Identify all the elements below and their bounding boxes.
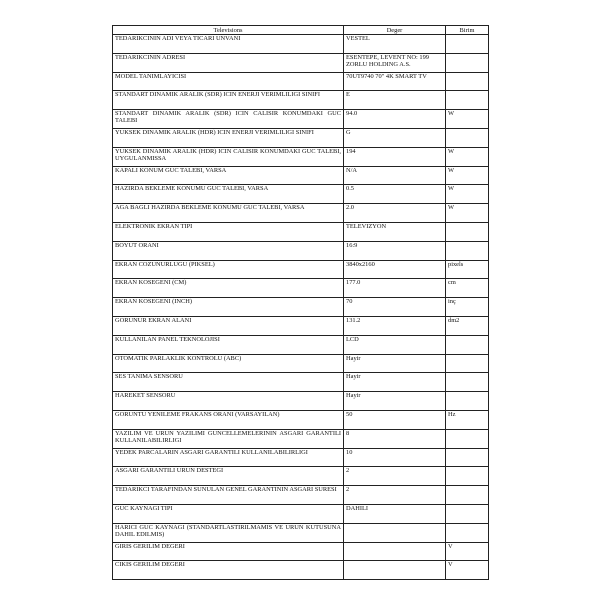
row-label: CIKIS GERILIM DEGERI bbox=[113, 561, 344, 580]
row-label: HAZIRDA BEKLEME KONUMU GUC TALEBI, VARSA bbox=[113, 185, 344, 204]
table-row bbox=[113, 298, 489, 317]
row-label: STANDART DINAMIK ARALIK (SDR) ICIN CALISIR KONUMDAKI GUC TALEBI bbox=[113, 110, 344, 129]
row-label: SES TANIMA SENSORU bbox=[113, 373, 344, 392]
table-row bbox=[113, 147, 489, 166]
row-unit bbox=[446, 448, 489, 467]
row-label: GUC KAYNAGI TIPI bbox=[113, 504, 344, 523]
row-label: OTOMATIK PARLAKLIK KONTROLU (ABC) bbox=[113, 354, 344, 373]
row-unit bbox=[446, 91, 489, 110]
row-label: STANDART DINAMIK ARALIK (SDR) ICIN ENERJI VERIMLILIGI SINIFI bbox=[113, 91, 344, 110]
row-value: LCD bbox=[344, 335, 446, 354]
table-body bbox=[113, 35, 489, 580]
row-label: HARICI GUC KAYNAGI (STANDARTLASTIRILMAMIS VE URUN KUTUSUNA DAHIL EDILMIS) bbox=[113, 523, 344, 542]
row-unit: W bbox=[446, 185, 489, 204]
header-value: Deger bbox=[344, 26, 446, 35]
row-value: 194 bbox=[344, 147, 446, 166]
row-label: YUKSEK DINAMIK ARALIK (HDR) ICIN ENERJI VERIMLILIGI SINIFI bbox=[113, 128, 344, 147]
row-unit bbox=[446, 429, 489, 448]
table-row bbox=[113, 486, 489, 505]
table-row bbox=[113, 542, 489, 561]
row-label: EKRAN COZUNURLUGU (PIKSEL) bbox=[113, 260, 344, 279]
row-unit: pixels bbox=[446, 260, 489, 279]
row-unit bbox=[446, 222, 489, 241]
table-row bbox=[113, 373, 489, 392]
table-row bbox=[113, 128, 489, 147]
row-value: 2 bbox=[344, 467, 446, 486]
energy-spec-table bbox=[112, 25, 489, 580]
row-unit bbox=[446, 335, 489, 354]
row-value: 70 bbox=[344, 298, 446, 317]
row-unit: dm2 bbox=[446, 316, 489, 335]
row-label: HAREKET SENSORU bbox=[113, 392, 344, 411]
table-row bbox=[113, 260, 489, 279]
row-label: YUKSEK DINAMIK ARALIK (HDR) ICIN CALISIR KONUMDAKI GUC TALEBI, UYGULANMISSA bbox=[113, 147, 344, 166]
table-row bbox=[113, 448, 489, 467]
table-row bbox=[113, 222, 489, 241]
table-row bbox=[113, 429, 489, 448]
row-label: GIRIS GERILIM DEGERI bbox=[113, 542, 344, 561]
table-row bbox=[113, 35, 489, 54]
row-label: YEDEK PARCALARIN ASGARI GARANTILI KULLANILABILIRLIGI bbox=[113, 448, 344, 467]
table-row bbox=[113, 523, 489, 542]
table-row bbox=[113, 392, 489, 411]
row-value: 2 bbox=[344, 486, 446, 505]
row-label: AGA BAGLI HAZIRDA BEKLEME KONUMU GUC TALEBI, VARSA bbox=[113, 204, 344, 223]
row-label: YAZILIM VE URUN YAZILIMI GUNCELLEMELERININ ASGARI GARANTILI KULLANILABILIRLIGI bbox=[113, 429, 344, 448]
row-label: ELEKTRONIK EKRAN TIPI bbox=[113, 222, 344, 241]
row-value: N/A bbox=[344, 166, 446, 185]
row-unit: W bbox=[446, 147, 489, 166]
table-row bbox=[113, 279, 489, 298]
row-unit bbox=[446, 486, 489, 505]
row-value: 94.0 bbox=[344, 110, 446, 129]
table-row bbox=[113, 335, 489, 354]
row-value: 3840x2160 bbox=[344, 260, 446, 279]
row-label: GORUNUR EKRAN ALANI bbox=[113, 316, 344, 335]
row-value: 70UT9740 70" 4K SMART TV bbox=[344, 72, 446, 91]
table-row bbox=[113, 410, 489, 429]
row-value: E bbox=[344, 91, 446, 110]
table-row bbox=[113, 204, 489, 223]
row-value: VESTEL bbox=[344, 35, 446, 54]
row-value bbox=[344, 523, 446, 542]
table-row bbox=[113, 561, 489, 580]
row-unit: W bbox=[446, 110, 489, 129]
row-unit bbox=[446, 523, 489, 542]
row-value: 10 bbox=[344, 448, 446, 467]
row-unit bbox=[446, 504, 489, 523]
row-value: 131.2 bbox=[344, 316, 446, 335]
row-unit bbox=[446, 467, 489, 486]
row-value: 177.0 bbox=[344, 279, 446, 298]
row-label: MODEL TANIMLAYICISI bbox=[113, 72, 344, 91]
table-row bbox=[113, 110, 489, 129]
table-row bbox=[113, 53, 489, 72]
row-unit: W bbox=[446, 166, 489, 185]
row-unit bbox=[446, 354, 489, 373]
row-unit: Hz bbox=[446, 410, 489, 429]
row-unit bbox=[446, 373, 489, 392]
row-unit: cm bbox=[446, 279, 489, 298]
row-unit bbox=[446, 241, 489, 260]
row-value: G bbox=[344, 128, 446, 147]
row-unit bbox=[446, 392, 489, 411]
row-unit: W bbox=[446, 204, 489, 223]
row-value bbox=[344, 542, 446, 561]
table-row bbox=[113, 354, 489, 373]
row-label: TEDARIKCI TARAFINDAN SUNULAN GENEL GARANTININ ASGARI SURESI bbox=[113, 486, 344, 505]
row-value: DAHILI bbox=[344, 504, 446, 523]
row-value: ESENTEPE, LEVENT NO: 199 ZORLU HOLDING A.S. bbox=[344, 53, 446, 72]
row-value: 2.0 bbox=[344, 204, 446, 223]
row-unit: V bbox=[446, 542, 489, 561]
row-label: BOYUT ORANI bbox=[113, 241, 344, 260]
table-row bbox=[113, 316, 489, 335]
row-value: Hayir bbox=[344, 392, 446, 411]
row-label: ASGARI GARANTILI URUN DESTEGI bbox=[113, 467, 344, 486]
row-unit bbox=[446, 128, 489, 147]
row-value: 16:9 bbox=[344, 241, 446, 260]
table-row bbox=[113, 166, 489, 185]
row-value: Hayir bbox=[344, 373, 446, 392]
table-row bbox=[113, 504, 489, 523]
row-label: TEDARIKCININ ADI VEYA TICARI UNVANI bbox=[113, 35, 344, 54]
row-value: 8 bbox=[344, 429, 446, 448]
row-value bbox=[344, 561, 446, 580]
row-label: KULLANILAN PANEL TEKNOLOJISI bbox=[113, 335, 344, 354]
header-unit: Birim bbox=[446, 26, 489, 35]
table-row bbox=[113, 241, 489, 260]
row-label: EKRAN KOSEGENI (CM) bbox=[113, 279, 344, 298]
row-value: TELEVIZYON bbox=[344, 222, 446, 241]
table-row bbox=[113, 467, 489, 486]
table-header-row bbox=[113, 26, 489, 35]
row-unit bbox=[446, 35, 489, 54]
row-unit: V bbox=[446, 561, 489, 580]
row-label: EKRAN KOSEGENI (INCH) bbox=[113, 298, 344, 317]
row-value: Hayir bbox=[344, 354, 446, 373]
row-label: KAPALI KONUM GUC TALEBI, VARSA bbox=[113, 166, 344, 185]
row-value: 0.5 bbox=[344, 185, 446, 204]
row-unit bbox=[446, 53, 489, 72]
row-unit: inç bbox=[446, 298, 489, 317]
table-row bbox=[113, 185, 489, 204]
row-unit bbox=[446, 72, 489, 91]
table-row bbox=[113, 91, 489, 110]
table-row bbox=[113, 72, 489, 91]
row-label: GORUNTU YENILEME FRAKANS ORANI (VARSAYILAN) bbox=[113, 410, 344, 429]
row-value: 50 bbox=[344, 410, 446, 429]
header-name: Televisions bbox=[113, 26, 344, 35]
row-label: TEDARIKCININ ADRESI bbox=[113, 53, 344, 72]
